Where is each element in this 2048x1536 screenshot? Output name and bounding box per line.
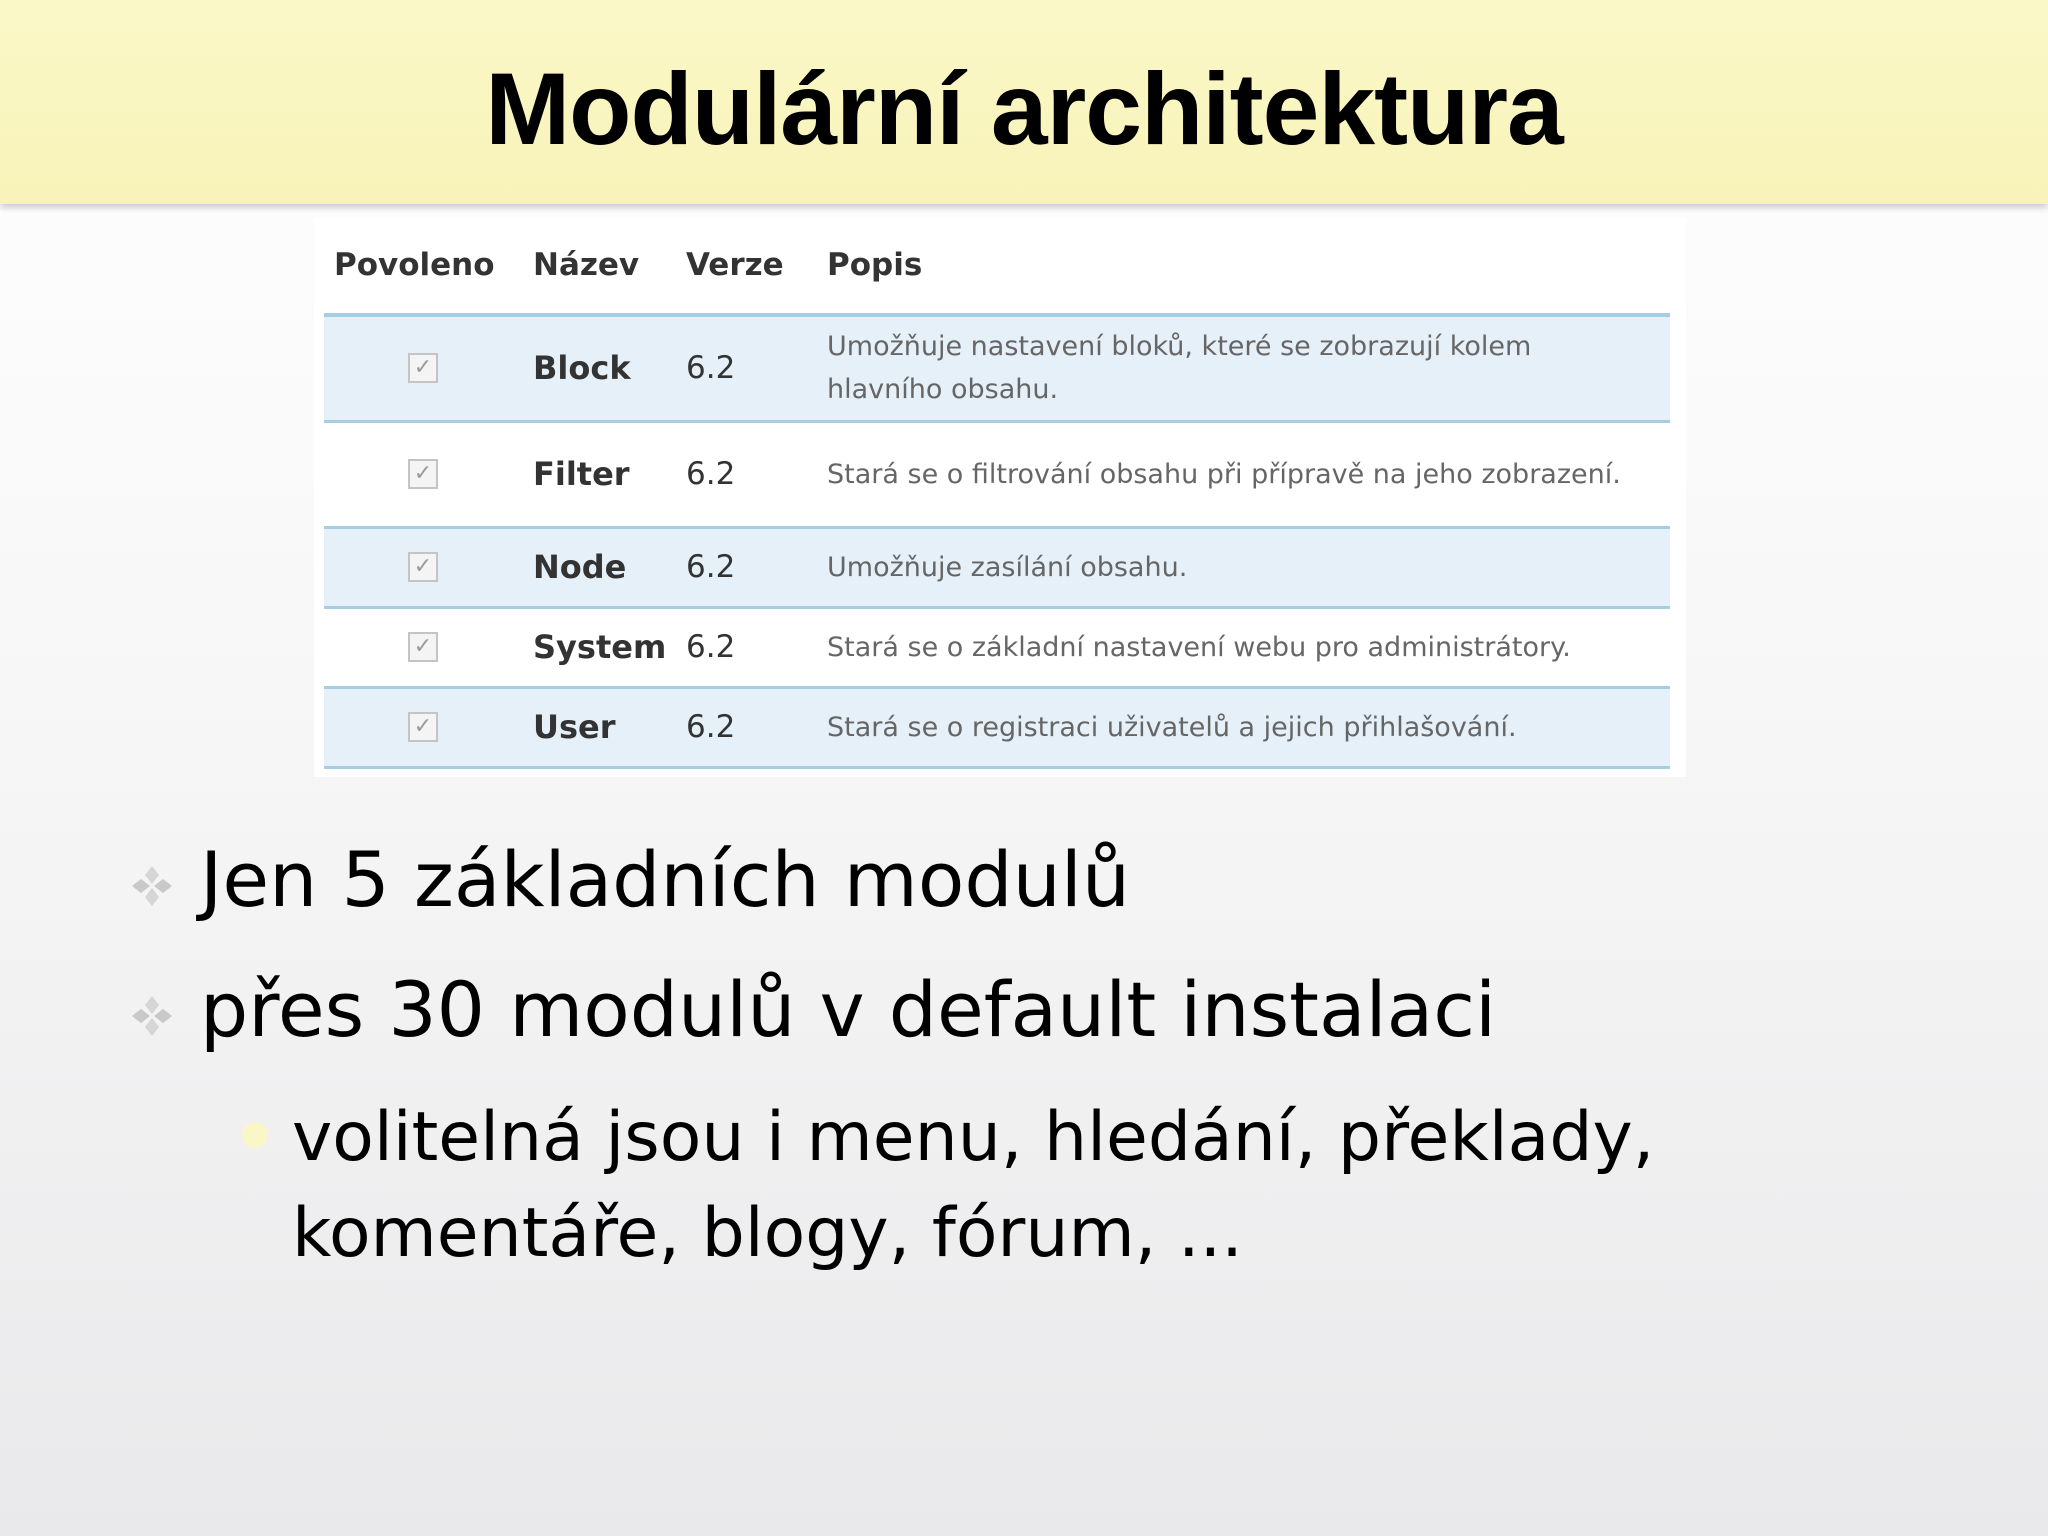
sub-bullet-text: volitelná jsou i menu, hledání, překlady, komentáře, blogy, fórum, ... <box>292 1098 1655 1273</box>
module-name: Node <box>533 527 686 607</box>
sub-bullet-dot-icon <box>242 1122 268 1148</box>
four-diamond-bullet-icon <box>130 864 174 908</box>
module-version: 6.2 <box>686 421 827 527</box>
module-description: Stará se o základní nastavení webu pro administrátory. <box>827 607 1670 687</box>
bullet-text: Jen 5 základních modulů <box>200 835 1131 924</box>
module-version: 6.2 <box>686 607 827 687</box>
enabled-cell <box>324 687 533 767</box>
module-version: 6.2 <box>686 687 827 767</box>
module-version: 6.2 <box>686 315 827 421</box>
title-band <box>0 0 2048 204</box>
header-version: Verze <box>686 247 827 315</box>
table-header-row <box>324 247 1670 315</box>
header-description: Popis <box>827 247 1670 315</box>
modules-table <box>324 247 1670 769</box>
table-row <box>324 527 1670 607</box>
enabled-checkbox[interactable]: ✓ <box>408 459 438 489</box>
module-name: Block <box>533 315 686 421</box>
module-name: User <box>533 687 686 767</box>
table-row <box>324 315 1670 421</box>
four-diamond-bullet-icon <box>130 994 174 1038</box>
module-name: Filter <box>533 421 686 527</box>
module-description: Umožňuje zasílání obsahu. <box>827 527 1670 607</box>
bullet-text: přes 30 modulů v default instalaci <box>200 965 1497 1054</box>
modules-table-screenshot <box>314 217 1686 777</box>
bullet-item <box>130 820 1930 940</box>
table-row <box>324 607 1670 687</box>
header-enabled: Povoleno <box>324 247 533 315</box>
enabled-cell <box>324 421 533 527</box>
table-row <box>324 421 1670 527</box>
enabled-checkbox[interactable]: ✓ <box>408 712 438 742</box>
enabled-checkbox[interactable]: ✓ <box>408 353 438 383</box>
enabled-checkbox[interactable]: ✓ <box>408 552 438 582</box>
module-description: Stará se o registraci uživatelů a jejich přihlašování. <box>827 687 1670 767</box>
module-description: Umožňuje nastavení bloků, které se zobrazují kolem hlavního obsahu. <box>827 315 1670 421</box>
header-name: Název <box>533 247 686 315</box>
slide-title: Modulární architektura <box>485 52 1563 166</box>
module-description: Stará se o filtrování obsahu při přípravě na jeho zobrazení. <box>827 421 1670 527</box>
module-name: System <box>533 607 686 687</box>
enabled-cell <box>324 315 533 421</box>
enabled-cell <box>324 527 533 607</box>
module-version: 6.2 <box>686 527 827 607</box>
enabled-checkbox[interactable]: ✓ <box>408 632 438 662</box>
bullet-item <box>130 950 1930 1070</box>
enabled-cell <box>324 607 533 687</box>
table-row <box>324 687 1670 767</box>
